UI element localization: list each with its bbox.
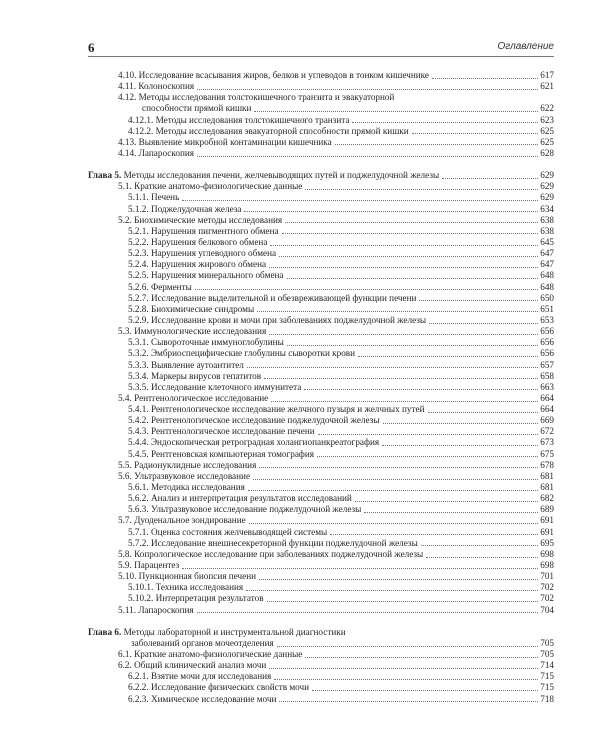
toc-entry-text: 5.1.1. Печень (128, 192, 180, 203)
leader-dots (428, 412, 539, 413)
toc-entry-page: 705 (540, 649, 554, 660)
toc-entry (88, 605, 554, 616)
toc-entry-page: 638 (540, 214, 554, 225)
toc-entry-text: 5.2.8. Биохимические синдромы (128, 303, 255, 314)
leader-dots (282, 233, 539, 234)
toc-entry-text: 5.11. Лапароскопия (118, 604, 194, 615)
leader-dots (421, 545, 538, 546)
toc-entry-text: 5.4.5. Рентгеновская компьютерная томография (128, 448, 315, 459)
toc-entry-page: 648 (540, 281, 554, 292)
toc-entry-text: 6.2.2. Исследование физических свойств мочи (128, 682, 310, 693)
toc-entry-text: 5.2.7. Исследование выделительной и обезвреживающей функции печени (128, 292, 417, 303)
toc-entry (88, 460, 554, 471)
toc-entry (88, 259, 554, 270)
toc-entry (88, 527, 554, 538)
toc-entry (88, 549, 554, 560)
toc-entry (88, 215, 554, 226)
leader-dots (355, 501, 538, 502)
toc-entry (88, 70, 554, 81)
leader-dots (312, 690, 538, 691)
leader-dots (254, 111, 538, 112)
toc-entry-page: 625 (540, 136, 554, 147)
toc-entry (88, 348, 554, 359)
toc-entry (88, 504, 554, 515)
leader-dots (305, 657, 538, 658)
toc-entry-text: 4.14. Лапароскопия (118, 147, 194, 158)
leader-dots (244, 211, 538, 212)
toc-entry-page: 656 (540, 337, 554, 348)
toc-entry-page: 702 (540, 593, 554, 604)
leader-dots (269, 334, 538, 335)
toc-entry-text: 5.2. Биохимические методы исследования (118, 214, 283, 225)
leader-dots (279, 701, 538, 702)
toc-entry (88, 593, 554, 604)
toc-entry-text: 5.3.1. Сывороточные иммуноглобулины (128, 337, 284, 348)
toc-entry-text: 6.2. Общий клинический анализ мочи (118, 660, 267, 671)
toc-entry-page: 698 (540, 548, 554, 559)
toc-entry-text: 5.10.2. Интерпретация результатов (128, 593, 264, 604)
toc-entry-text: 4.10. Исследование всасывания жиров, белков и углеводов в тонком кишечнике (118, 69, 429, 80)
toc-entry (88, 282, 554, 293)
leader-dots (426, 557, 538, 558)
leader-dots (271, 401, 538, 402)
toc-entry-text: 6.2.1. Взятие мочи для исследования (128, 671, 272, 682)
chapter-page: 629 (540, 170, 554, 181)
chapter-label: Глава 5. (88, 170, 122, 181)
leader-dots (197, 89, 538, 90)
toc-entry-page: 621 (540, 81, 554, 92)
toc-entry (88, 415, 554, 426)
toc-entry-text: 5.6. Ультразвуковое исследование (118, 470, 251, 481)
toc-entry-text: 5.1. Краткие анатомо-физиологические данные (118, 181, 303, 192)
toc-entry-text: 5.7. Дуоденальное зондирование (118, 515, 246, 526)
toc-entry-page: 701 (540, 571, 554, 582)
toc-entry (88, 371, 554, 382)
chapter-label: Глава 6. (88, 626, 122, 637)
toc-entry (88, 682, 554, 693)
toc-entry-text: 5.2.4. Нарушения жирового обмена (128, 259, 267, 270)
toc-entry-text: 5.7.1. Оценка состояния желчевыводящей системы (128, 526, 328, 537)
leader-dots (287, 345, 538, 346)
toc-entry-page: 622 (540, 103, 554, 114)
toc-entry-page: 715 (540, 671, 554, 682)
toc-entry-text: 5.3.3. Выявление аутоантител (128, 359, 244, 370)
leader-dots (358, 356, 538, 357)
leader-dots (277, 646, 538, 647)
leader-dots (429, 323, 538, 324)
chapter-page: 705 (540, 637, 554, 648)
toc-entry-text: 5.2.2. Нарушения белкового обмена (128, 236, 268, 247)
toc-entry-page: 650 (540, 292, 554, 303)
toc-entry (88, 81, 554, 92)
leader-dots (182, 568, 538, 569)
toc-entry-text: 5.3. Иммунологические исследования (118, 326, 267, 337)
toc-entry-text: 4.13. Выявление микробной контаминации кишечника (118, 136, 332, 147)
toc-entry-page: 656 (540, 348, 554, 359)
toc-entry-text: 5.6.1. Методика исследования (128, 482, 245, 493)
toc-entry-page: 663 (540, 381, 554, 392)
toc-entry (88, 438, 554, 449)
toc-entry-page: 678 (540, 459, 554, 470)
header-rule (88, 56, 554, 57)
toc-entry (88, 248, 554, 259)
toc-entry-page: 638 (540, 225, 554, 236)
toc-entry-text: 6.1. Краткие анатомо-физиологические данные (118, 649, 303, 660)
toc-entry-text: 5.1.2. Поджелудочная железа (128, 203, 242, 214)
leader-dots (257, 311, 538, 312)
toc-entry (88, 493, 554, 504)
toc-entry (88, 360, 554, 371)
toc-entry (88, 304, 554, 315)
toc-entry-page: 645 (540, 236, 554, 247)
toc-entry-page: 651 (540, 303, 554, 314)
leader-dots (270, 245, 538, 246)
leader-dots (442, 178, 538, 179)
section-title: Оглавление (497, 41, 554, 52)
toc-entry (88, 426, 554, 437)
toc-entry-page: 691 (540, 515, 554, 526)
toc-entry-page: 628 (540, 147, 554, 158)
leader-dots (330, 534, 538, 535)
spacer (88, 159, 554, 170)
leader-dots (383, 423, 539, 424)
toc-entry (88, 649, 554, 660)
toc-entry-page: 682 (540, 493, 554, 504)
toc-entry-page: 673 (540, 437, 554, 448)
toc-entry (88, 237, 554, 248)
toc-entry-page: 657 (540, 359, 554, 370)
toc-entry-page: 647 (540, 248, 554, 259)
leader-dots (352, 122, 538, 123)
toc-entry-text: 4.12. Методы исследования толстокишечного транзита и эвакуаторной (118, 92, 395, 103)
toc-entry-text: 6.2.3. Химическое исследование мочи (128, 693, 277, 704)
toc-entry (88, 270, 554, 281)
toc-entry-text: 5.10.1. Техника исследования (128, 582, 244, 593)
toc-entry-page: 658 (540, 370, 554, 381)
toc-entry-text: 5.9. Парацентез (118, 560, 180, 571)
toc-entry (88, 204, 554, 215)
toc-entry (88, 582, 554, 593)
leader-dots (269, 668, 538, 669)
toc-entry (88, 181, 554, 192)
toc-entry (88, 515, 554, 526)
toc-entry (88, 660, 554, 671)
toc-entry-page: 634 (540, 203, 554, 214)
toc-entry-page: 629 (540, 192, 554, 203)
toc-entry-page: 681 (540, 482, 554, 493)
toc-entry (88, 404, 554, 415)
toc-entry-text: 5.2.6. Ферменты (128, 281, 192, 292)
toc-entry (88, 293, 554, 304)
toc-entry-page: 715 (540, 682, 554, 693)
chapter-title: Методы лабораторной и инструментальной диагностики (123, 626, 346, 637)
toc-entry-text: 5.4.4. Эндоскопическая ретроградная холангиопанкреатография (128, 437, 380, 448)
toc-entry (88, 315, 554, 326)
toc-chapter-5 (88, 170, 554, 181)
toc-entry-text-cont: способности прямой кишки (142, 103, 252, 114)
toc-entry-text: 4.12.1. Методы исследования толстокишечного транзита (128, 114, 350, 125)
leader-dots (412, 133, 539, 134)
leader-dots (317, 456, 538, 457)
toc-block-3 (88, 181, 554, 615)
leader-dots (287, 278, 539, 279)
leader-dots (274, 679, 538, 680)
toc-entry-page: 625 (540, 125, 554, 136)
toc-entry-page: 617 (540, 69, 554, 80)
toc-entry-text: 5.3.5. Исследование клеточного иммунитета (128, 381, 302, 392)
page-number: 6 (88, 40, 95, 55)
toc-entry-page: 691 (540, 526, 554, 537)
toc-entry-text: 5.10. Пункционная биопсия печени (118, 571, 257, 582)
toc-chapter-6 (88, 627, 554, 649)
toc-entry (88, 115, 554, 126)
toc-entry-text: 5.2.3. Нарушения углеводного обмена (128, 248, 277, 259)
chapter-title-cont: заболеваний органов мочеотделения (131, 637, 274, 648)
toc-entry-page: 664 (540, 404, 554, 415)
toc-entry-page: 704 (540, 604, 554, 615)
toc-entry (88, 192, 554, 203)
toc-entry-text: 5.2.9. Исследование крови и мочи при заболеваниях поджелудочной железы (128, 314, 427, 325)
leader-dots (419, 300, 538, 301)
table-of-contents (88, 70, 554, 705)
toc-entry (88, 137, 554, 148)
leader-dots (259, 467, 538, 468)
toc-entry-text: 5.5. Радионуклидные исследования (118, 459, 257, 470)
leader-dots (285, 222, 538, 223)
toc-entry-page: 664 (540, 392, 554, 403)
toc-entry (88, 694, 554, 705)
toc-entry-page: 647 (540, 259, 554, 270)
toc-entry-page: 648 (540, 270, 554, 281)
toc-entry-page: 695 (540, 537, 554, 548)
leader-dots (195, 289, 538, 290)
leader-dots (259, 579, 538, 580)
toc-entry (88, 471, 554, 482)
toc-entry-text: 5.6.2. Анализ и интерпретация результатов исследований (128, 493, 352, 504)
leader-dots (253, 479, 538, 480)
toc-entry-text: 5.2.1. Нарушения пигментного обмена (128, 225, 279, 236)
toc-entry (88, 393, 554, 404)
leader-dots (318, 434, 539, 435)
leader-dots (335, 144, 539, 145)
toc-entry-text: 5.3.2. Эмбриоспецифические глобулины сыворотки крови (128, 348, 356, 359)
toc-entry-text: 5.4.3. Рентгенологическое исследование печени (128, 426, 315, 437)
leader-dots (305, 189, 538, 190)
toc-entry-4-12 (88, 92, 554, 114)
toc-entry (88, 449, 554, 460)
toc-entry-text: 5.8. Копрологическое исследование при заболеваниях поджелудочной железы (118, 548, 424, 559)
toc-block-4 (88, 649, 554, 705)
toc-entry-text: 5.4.2. Рентгенологическое исследование поджелудочной железы (128, 415, 380, 426)
toc-entry-page: 681 (540, 470, 554, 481)
toc-entry (88, 382, 554, 393)
toc-entry-page: 672 (540, 426, 554, 437)
leader-dots (246, 590, 538, 591)
toc-entry-page: 629 (540, 181, 554, 192)
toc-entry-page: 718 (540, 693, 554, 704)
leader-dots (364, 512, 538, 513)
toc-entry (88, 148, 554, 159)
leader-dots (382, 445, 538, 446)
toc-entry (88, 326, 554, 337)
toc-entry-page: 698 (540, 560, 554, 571)
toc-entry-page: 675 (540, 448, 554, 459)
toc-entry (88, 571, 554, 582)
toc-entry-text: 5.2.5. Нарушения минерального обмена (128, 270, 284, 281)
toc-entry-text: 4.12.2. Методы исследования эвакуаторной способности прямой кишки (128, 125, 409, 136)
leader-dots (279, 256, 538, 257)
toc-entry-text: 5.7.2. Исследование внешнесекреторной функции поджелудочной железы (128, 537, 418, 548)
leader-dots (432, 78, 538, 79)
toc-entry-text: 5.3.4. Маркеры вирусов гепатитов (128, 370, 262, 381)
toc-entry-page: 702 (540, 582, 554, 593)
toc-entry (88, 538, 554, 549)
leader-dots (197, 156, 538, 157)
toc-entry-page: 714 (540, 660, 554, 671)
toc-entry-text: 5.4. Рентгенологическое исследование (118, 392, 269, 403)
leader-dots (248, 490, 538, 491)
toc-entry (88, 671, 554, 682)
toc-entry-page: 656 (540, 326, 554, 337)
toc-block-2 (88, 115, 554, 160)
toc-entry (88, 226, 554, 237)
leader-dots (304, 389, 538, 390)
toc-block-1 (88, 70, 554, 92)
toc-entry-page: 689 (540, 504, 554, 515)
toc-entry-text: 4.11. Колоноскопия (118, 81, 195, 92)
toc-entry (88, 337, 554, 348)
toc-entry (88, 482, 554, 493)
spacer (88, 616, 554, 627)
toc-entry-text: 5.6.3. Ультразвуковое исследование поджелудочной железы (128, 504, 362, 515)
leader-dots (247, 367, 538, 368)
leader-dots (197, 612, 539, 613)
toc-entry-page: 623 (540, 114, 554, 125)
leader-dots (269, 267, 538, 268)
toc-entry-text: 5.4.1. Рентгенологическое исследование желчного пузыря и желчных путей (128, 404, 425, 415)
leader-dots (267, 601, 539, 602)
chapter-title: Методы исследования печени, желчевыводящих путей и поджелудочной железы (123, 170, 440, 181)
leader-dots (264, 378, 538, 379)
leader-dots (182, 200, 538, 201)
toc-entry (88, 126, 554, 137)
leader-dots (249, 523, 539, 524)
toc-entry (88, 560, 554, 571)
toc-entry-page: 669 (540, 415, 554, 426)
toc-entry-page: 653 (540, 314, 554, 325)
